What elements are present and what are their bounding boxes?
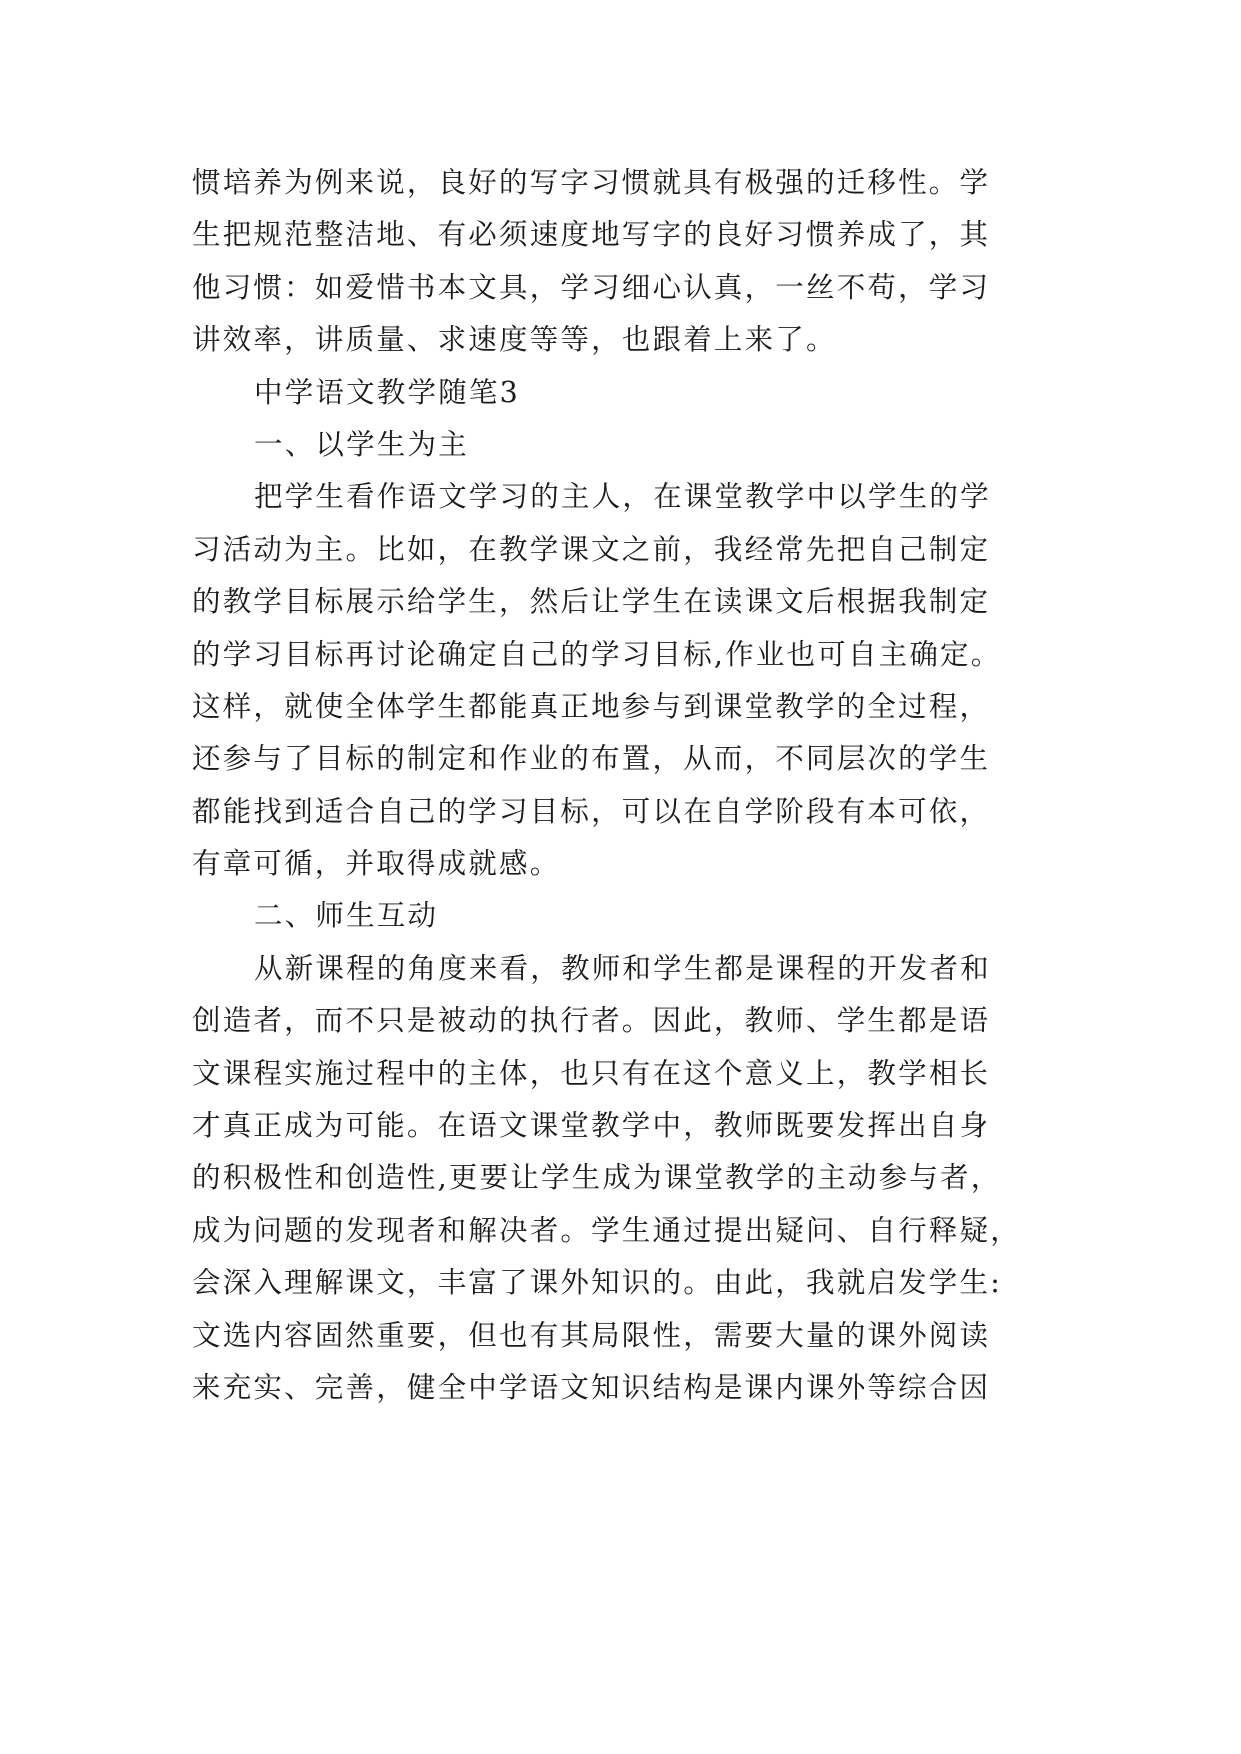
body-line: 他习惯：如爱惜书本文具，学习细心认真，一丝不苟，学习 <box>192 270 991 304</box>
body-line: 这样，就使全体学生都能真正地参与到课堂教学的全过程， <box>192 689 991 723</box>
body-line: 的学习目标再讨论确定自己的学习目标,作业也可自主确定。 <box>192 637 1002 671</box>
body-line: 的教学目标展示给学生，然后让学生在读课文后根据我制定 <box>192 585 991 619</box>
body-line: 创造者，而不只是被动的执行者。因此，教师、学生都是语 <box>192 1004 991 1038</box>
body-line: 文课程实施过程中的主体，也只有在这个意义上，教学相长 <box>192 1056 991 1090</box>
body-line: 还参与了目标的制定和作业的布置，从而，不同层次的学生 <box>192 742 991 776</box>
body-line: 的积极性和创造性,更要让学生成为课堂教学的主动参与者， <box>192 1161 1002 1195</box>
body-line: 会深入理解课文，丰富了课外知识的。由此，我就启发学生: <box>192 1266 1003 1300</box>
section-title: 中学语文教学随笔3 <box>254 375 520 409</box>
body-line: 惯培养为例来说，良好的写字习惯就具有极强的迁移性。学 <box>192 166 991 199</box>
body-line: 讲效率，讲质量、求速度等等，也跟着上来了。 <box>192 323 837 357</box>
body-line: 有章可循，并取得成就感。 <box>192 847 561 881</box>
paragraph-first-line: 把学生看作语文学习的主人，在课堂教学中以学生的学 <box>254 480 991 514</box>
body-line: 成为问题的发现者和解决者。学生通过提出疑问、自行释疑， <box>192 1213 1021 1247</box>
subheading: 一、以学生为主 <box>254 427 469 461</box>
paragraph-first-line: 从新课程的角度来看，教师和学生都是课程的开发者和 <box>254 951 991 985</box>
document-body <box>192 157 1062 1414</box>
body-line: 习活动为主。比如，在教学课文之前，我经常先把自己制定 <box>192 532 991 566</box>
body-line: 文选内容固然重要，但也有其局限性，需要大量的课外阅读 <box>192 1318 991 1352</box>
body-line: 生把规范整洁地、有必须速度地写字的良好习惯养成了，其 <box>192 218 991 252</box>
subheading: 二、师生互动 <box>254 899 439 933</box>
body-line: 来充实、完善，健全中学语文知识结构是课内课外等综合因 <box>192 1370 991 1404</box>
body-line: 才真正成为可能。在语文课堂教学中，教师既要发挥出自身 <box>192 1109 991 1143</box>
body-line: 都能找到适合自己的学习目标，可以在自学阶段有本可依， <box>192 794 991 828</box>
